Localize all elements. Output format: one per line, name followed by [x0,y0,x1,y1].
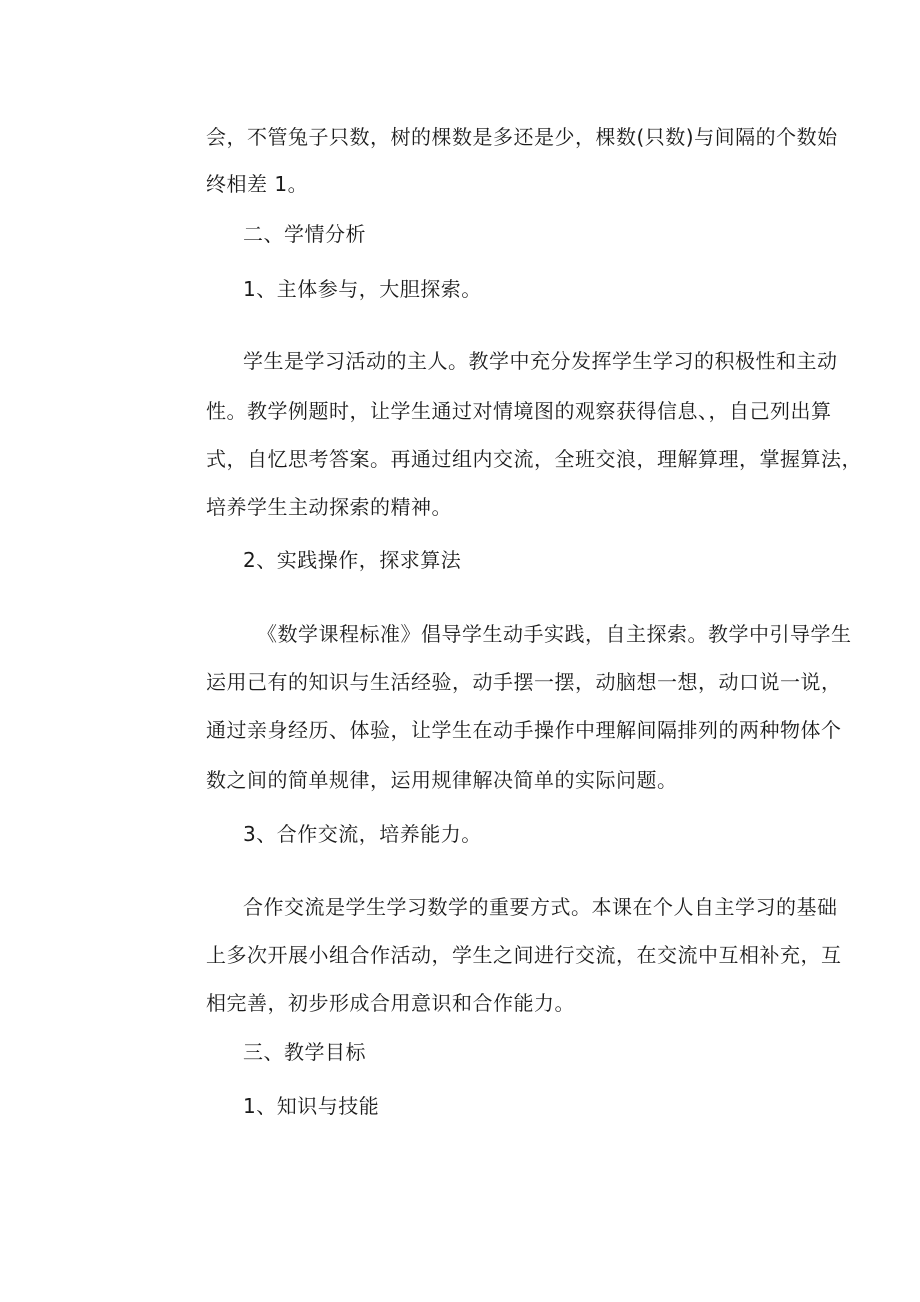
item-heading: 1、知识与技能 [243,1094,380,1118]
paragraph-line: 会，不管兔子只数，树的棵数是多还是少，棵数(只数)与间隔的个数始 [206,125,838,149]
paragraph-line: 学生是学习活动的主人。教学中充分发挥学生学习的积极性和主动 [243,349,838,373]
section-heading: 二、学情分析 [243,222,366,246]
item-heading: 2、实践操作，探求算法 [243,548,462,572]
paragraph-line: 通过亲身经历、体验，让学生在动手操作中理解间隔排列的两种物体个 [206,718,842,742]
paragraph-line: 培养学生主动探索的精神。 [206,495,452,519]
paragraph-line: 式，自忆思考答案。再通过组内交流，全班交浪，理解算理，掌握算法， [206,447,862,471]
paragraph-line: 相完善，初步形成合用意识和合作能力。 [206,991,575,1015]
paragraph-line: 上多次开展小组合作活动，学生之间进行交流，在交流中互相补充，互 [206,943,842,967]
paragraph-line: 《数学课程标准》倡导学生动手实践，自主探索。教学中引导学生 [257,622,852,646]
item-heading: 1、主体参与，大胆探索。 [243,277,482,301]
paragraph-line: 性。教学例题时，让学生通过对情境图的观察获得信息、，自己列出算 [206,399,832,423]
item-heading: 3、合作交流，培养能力。 [243,822,482,846]
paragraph-line: 数之间的简单规律，运用规律解决简单的实际问题。 [206,768,678,792]
section-heading: 三、教学目标 [243,1040,366,1064]
paragraph-line: 终相差 1。 [206,172,309,196]
paragraph-line: 合作交流是学生学习数学的重要方式。本课在个人自主学习的基础 [243,895,838,919]
paragraph-line: 运用己有的知识与生活经验，动手摆一摆，动脑想一想，动口说一说， [206,670,842,694]
